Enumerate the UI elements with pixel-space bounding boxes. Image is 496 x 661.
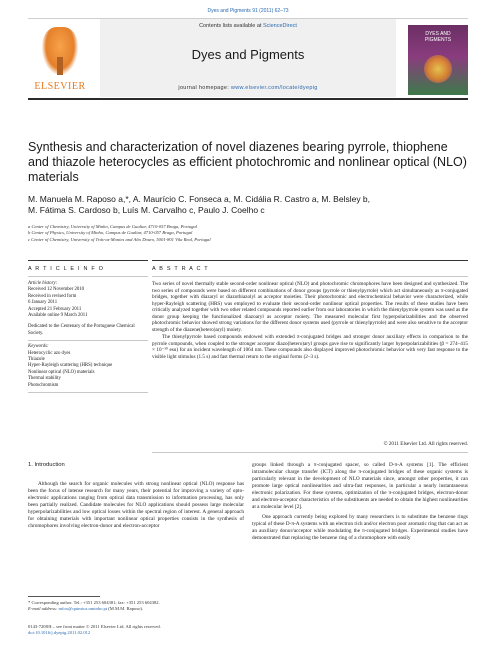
author-line: M. Fátima S. Cardoso b, Luís M. Carvalho c, Paulo J. Coelho c: [28, 205, 265, 215]
contents-line: Contents lists available at ScienceDirect: [199, 23, 297, 29]
article-info-heading: A R T I C L E I N F O: [28, 266, 105, 272]
copyright-notice: © 2011 Elsevier Ltd. All rights reserved.: [383, 441, 468, 447]
divider: [28, 276, 148, 277]
section-heading: 1. Introduction: [28, 462, 65, 468]
author-line: M. Manuela M. Raposo a,*, A. Maurício C. Fonseca a, M. Cidália R. Castro a, M. Belsley b,: [28, 194, 371, 204]
affiliations: [28, 224, 468, 243]
abstract-paragraph: Two series of novel thermally stable second-order nonlinear optical (NLO) and photochromic chromophores have been designed and synthesized. The two series of compounds were based on different combinations of donor groups (pyrrole or thienylpyrrole) which act simultaneously as π-conjugated bridges, together with diazaryl or diazothiazolyl as acceptor moieties. Their photochromic and electrochemical behavior were characterized, while hyper-Rayleigh scattering (HRS) was employed to evaluate their second-order nonlinear optical properties. The results of these studies have been critically analyzed together with two other related compounds reported earlier from our laboratories in which the thienylpyrrole system was used as the donor group keeping the functionalized diazoaryl as acceptor moiety. The measured molecular first hyperpolarizabilities and the observed photochromic behavior showed strong variations for the different donor systems used (pyrrole or thienylpyrrole) and were also sensitive to the acceptor strength of the diazene(hetero)aryl) moiety.: [152, 281, 468, 333]
divider: [28, 340, 148, 341]
cover-title: DYES AND PIGMENTS: [424, 31, 452, 43]
elsevier-logo: [28, 23, 92, 97]
sciencedirect-link[interactable]: ScienceDirect: [262, 23, 297, 29]
keyword: Heterocyclic azo dyes: [28, 350, 71, 356]
issn-line: 0143-7208/$ – see front matter © 2011 Elsevier Ltd. All rights reserved.: [28, 624, 161, 629]
affiliation: c Center of Chemistry, University of Trás-os-Montes and Alto Douro, 5001-801 Vila Real, Portugal: [28, 236, 211, 242]
footnote-rule: [28, 596, 100, 597]
author-list: [28, 194, 468, 216]
keyword: Thiazole: [28, 357, 45, 363]
issn-block: [28, 624, 244, 636]
article-title: Synthesis and characterization of novel diazenes bearing pyrrole, thiophene and thiazole heterocycles as efficient photochromic and nonlinear optical (NLO) materials: [28, 140, 467, 184]
journal-reference: Dyes and Pigments 91 (2011) 62–73: [207, 8, 289, 14]
keyword: Hyper-Rayleigh scattering (HRS) technique: [28, 363, 113, 369]
email-link[interactable]: mfox@quimica.uminho.pt: [58, 606, 108, 612]
affiliation: b Center of Physics, University of Minho, Campus de Gualtar, 4710-057 Braga, Portugal: [28, 230, 193, 236]
history-item: Available online 9 March 2011: [28, 313, 88, 319]
divider: [28, 392, 148, 393]
keyword: Nonlinear optical (NLO) materials: [28, 369, 95, 375]
masthead-center: [100, 19, 396, 97]
body-paragraph: Although the search for organic molecules with strong nonlinear optical (NLO) response has been the focus of intense research for many years, their potential for improving a variety of opto-electronic applications ranging from optical data transmission to information processing, has only been partially realized. Candidate molecules for NLO applications should possess large molecular hyperpolarizabilities and low optical losses within the spectral region of interest. A general approach for obtaining materials with important nonlinear optical properties consists in the synthesis of chromophores involving electron-donor and electron-acceptor: [28, 481, 244, 529]
divider: [28, 260, 148, 261]
journal-cover-image: [408, 25, 468, 95]
intro-right-column: [252, 462, 468, 542]
affiliation: a Center of Chemistry, University of Minho, Campus de Gualtar, 4710-057 Braga, Portugal: [28, 224, 197, 229]
journal-title: Dyes and Pigments: [191, 47, 305, 62]
history-item: Received in revised form: [28, 293, 77, 299]
history-item: 6 January 2011: [28, 300, 58, 306]
keyword: Thermal stability: [28, 376, 61, 382]
body-paragraph: One approach currently being explored by many researchers is to substitute the benzene rings typical of these D-π-A systems with an electron rich and/or electron poor aromatic ring that can act as an auxiliary donor/acceptor while modulating the π-conjugated bridges. Experimental studies have demonstrated that replacing the benzene ring of a chromophore with easily: [252, 514, 468, 541]
dedication: Dedicated to the Centenary of the Portuguese Chemical Society.: [28, 324, 135, 336]
history-label: Article history:: [28, 281, 58, 286]
corresponding-author: * Corresponding author. Tel.: +351 253 604381; fax: +351 253 604382.: [28, 600, 160, 605]
history-item: Received 12 November 2010: [28, 287, 85, 293]
article-info: [28, 281, 148, 396]
keyword: Photochromism: [28, 382, 59, 388]
body-paragraph: groups linked through a π-conjugated spacer, so called D-π-A systems [1]. The efficient intramolecular charge transfer (ICT) along the π-conjugated bridges of these organic systems is particularly relevant in the development of NLO materials since, amongst other properties, it can promote large optical nonlinearities and ultra-fast responses, in particular a nearly instantaneous electronic polarization. For these systems, optimization of the π-conjugated bridges, electron-donor and electron-acceptor characteristics of the substituents are needed to obtain the highest nonlinearities at a molecular level [2].: [252, 462, 468, 510]
divider: [152, 276, 468, 277]
homepage-link[interactable]: www.elsevier.com/locate/dyepig: [230, 85, 318, 91]
keywords-label: Keywords:: [28, 344, 49, 350]
intro-left-column: [28, 462, 244, 530]
history-item: Accepted 21 February 2011: [28, 306, 82, 312]
publisher-name: ELSEVIER: [34, 81, 86, 92]
abstract-paragraph: The thienylpyrrole based compounds endowed with extended π-conjugated bridges and stronger donor auxiliary effects in comparison to the pyrrole compounds, when coupled to the stronger acceptor diazo(hetero)aryl groups gave rise to significantly larger hyperpolarizabilities (β = 274–415 × 10⁻³⁰ esu) for an incident wavelength of 1064 nm. These compounds also displayed improved photochromic behavior with very fast response to the visible light stimulus (1.5 s) and fast thermal return to the original forms (2–3 s).: [152, 334, 468, 360]
doi-link[interactable]: doi:10.1016/j.dyepig.2011.02.012: [28, 630, 91, 636]
email-line: E-mail address: mfox@quimica.uminho.pt (M.M.M. Raposo).: [28, 606, 144, 612]
divider: [152, 260, 468, 261]
footnote: [28, 600, 244, 612]
journal-homepage: journal homepage: www.elsevier.com/locate/dyepig: [178, 85, 318, 91]
journal-masthead: [28, 18, 468, 100]
divider: [152, 452, 468, 453]
abstract-body: [152, 281, 468, 361]
abstract-heading: A B S T R A C T: [152, 266, 209, 272]
